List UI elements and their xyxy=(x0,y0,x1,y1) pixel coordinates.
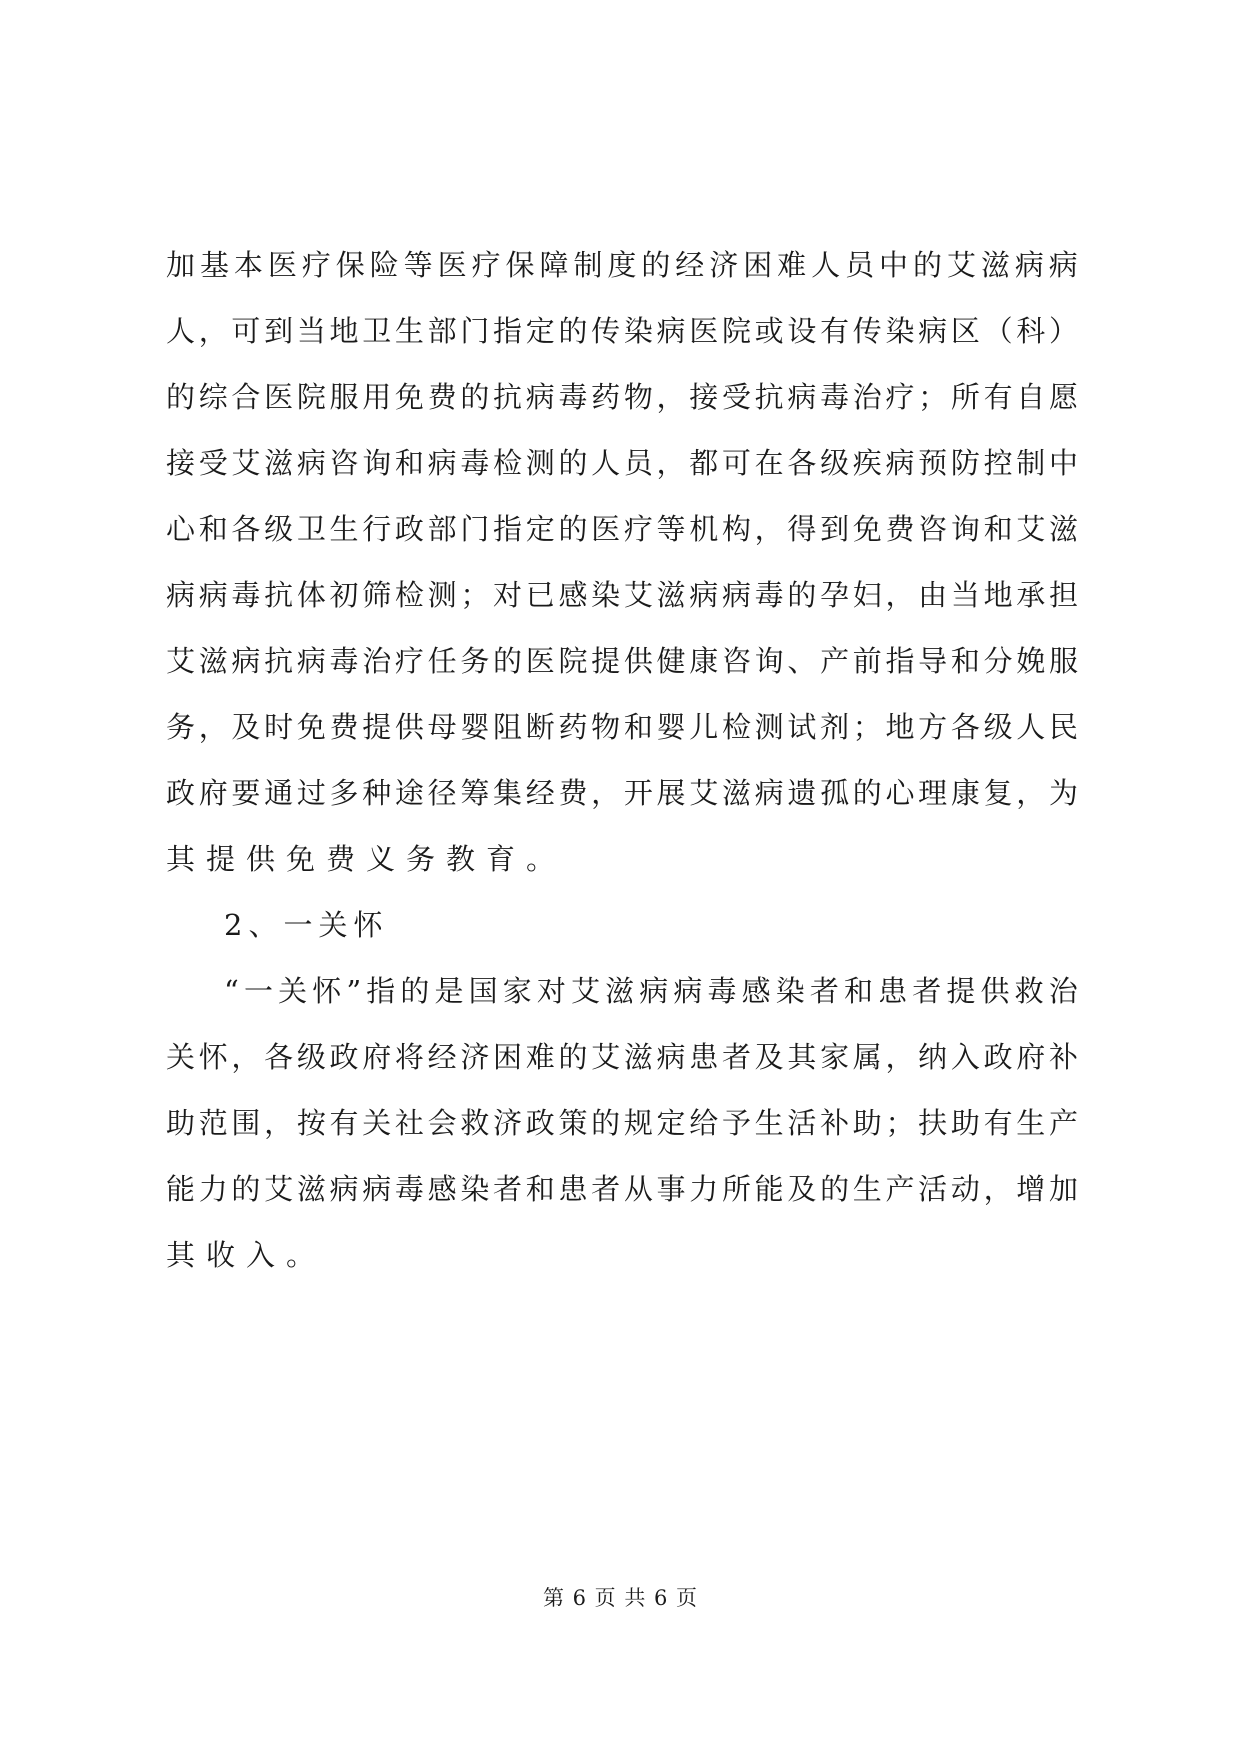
paragraph-line: 其收入。 xyxy=(166,1238,327,1272)
paragraph-line: 加 基 本 医 疗 保 险 等 医 疗 保 障 制 度 的 经 济 困 难 人 员 中 的 艾 滋 病 病 xyxy=(166,248,1078,282)
paragraph-line: 心 和 各 级 卫 生 行 政 部 门 指 定 的 医 疗 等 机 构 ， 得 到 免 费 咨 询 和 艾 滋 xyxy=(166,512,1078,546)
paragraph-1 xyxy=(166,232,1078,892)
paragraph-line: 助 范 围 ， 按 有 关 社 会 救 济 政 策 的 规 定 给 予 生 活 补 助 ； 扶 助 有 生 产 xyxy=(166,1106,1078,1140)
paragraph-line: 务 ， 及 时 免 费 提 供 母 婴 阻 断 药 物 和 婴 儿 检 测 试 剂 ； 地 方 各 级 人 民 xyxy=(166,710,1078,744)
page-number-footer: 第 6 页 共 6 页 xyxy=(542,1586,699,1610)
paragraph-line: 人 ， 可 到 当 地 卫 生 部 门 指 定 的 传 染 病 医 院 或 设 有 传 染 病 区 （ 科 ） xyxy=(166,314,1078,348)
paragraph-line: 艾 滋 病 抗 病 毒 治 疗 任 务 的 医 院 提 供 健 康 咨 询 、 产 前 指 导 和 分 娩 服 xyxy=(166,644,1078,678)
paragraph-line: 其提供免费义务教育。 xyxy=(166,842,567,876)
paragraph-2 xyxy=(166,958,1078,1288)
paragraph-line: “ 一 关 怀 ” 指 的 是 国 家 对 艾 滋 病 病 毒 感 染 者 和 患 者 提 供 救 治 xyxy=(224,974,1078,1008)
paragraph-line: 政 府 要 通 过 多 种 途 径 筹 集 经 费 ， 开 展 艾 滋 病 遗 孤 的 心 理 康 复 ， 为 xyxy=(166,776,1078,810)
paragraph-line: 关 怀 ， 各 级 政 府 将 经 济 困 难 的 艾 滋 病 患 者 及 其 家 属 ， 纳 入 政 府 补 xyxy=(166,1040,1078,1074)
paragraph-line: 病 病 毒 抗 体 初 筛 检 测 ； 对 已 感 染 艾 滋 病 病 毒 的 孕 妇 ， 由 当 地 承 担 xyxy=(166,578,1078,612)
document-body xyxy=(166,232,1078,1288)
paragraph-line: 接 受 艾 滋 病 咨 询 和 病 毒 检 测 的 人 员 ， 都 可 在 各 级 疾 病 预 防 控 制 中 xyxy=(166,446,1078,480)
paragraph-line: 能 力 的 艾 滋 病 病 毒 感 染 者 和 患 者 从 事 力 所 能 及 的 生 产 活 动 ， 增 加 xyxy=(166,1172,1078,1206)
paragraph-line: 的 综 合 医 院 服 用 免 费 的 抗 病 毒 药 物 ， 接 受 抗 病 毒 治 疗 ； 所 有 自 愿 xyxy=(166,380,1078,414)
section-heading: 2、一关怀 xyxy=(224,908,389,942)
